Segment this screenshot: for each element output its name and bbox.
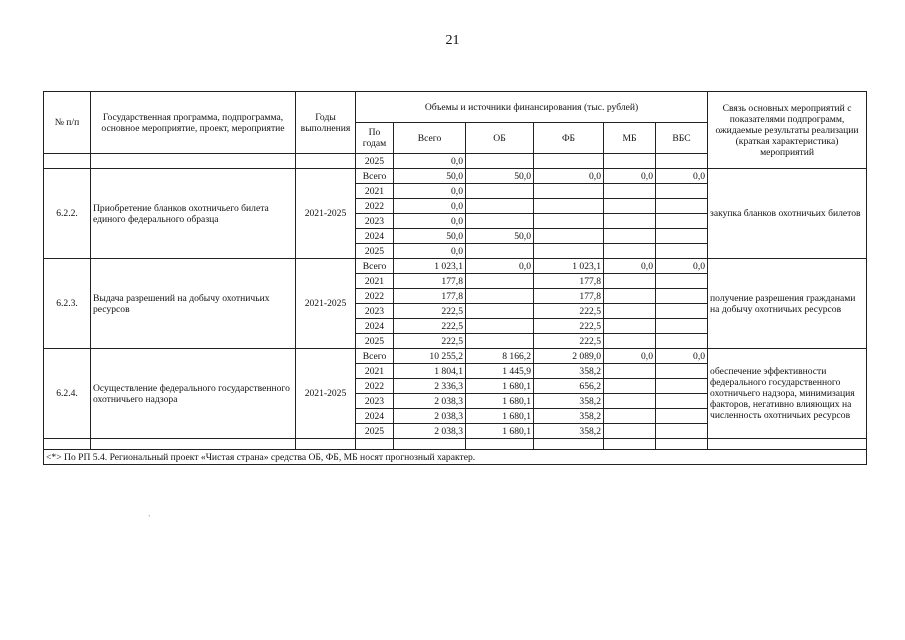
ob-cell bbox=[466, 214, 534, 229]
header-vbs: ВБС bbox=[656, 123, 708, 154]
ob-cell: 0,0 bbox=[466, 259, 534, 274]
fb-cell: 177,8 bbox=[534, 289, 604, 304]
empty-cell bbox=[44, 439, 91, 450]
vbs-cell bbox=[656, 379, 708, 394]
vbs-cell bbox=[656, 424, 708, 439]
header-num: № п/п bbox=[44, 92, 91, 154]
total-cell: 0,0 bbox=[394, 214, 466, 229]
year-cell: 2023 bbox=[356, 394, 394, 409]
mb-cell bbox=[604, 334, 656, 349]
mb-cell bbox=[604, 274, 656, 289]
row-number: 6.2.2. bbox=[44, 169, 91, 259]
year-cell: 2023 bbox=[356, 214, 394, 229]
total-cell: 2 038,3 bbox=[394, 424, 466, 439]
header-row bbox=[44, 92, 867, 123]
total-cell: 50,0 bbox=[394, 169, 466, 184]
year-cell: Всего bbox=[356, 259, 394, 274]
total-cell: 0,0 bbox=[394, 154, 466, 169]
financing-table bbox=[43, 91, 867, 465]
fb-cell bbox=[534, 199, 604, 214]
ob-cell: 1 680,1 bbox=[466, 424, 534, 439]
result-cell: закупка бланков охотничьих билетов bbox=[708, 169, 867, 259]
fb-cell: 222,5 bbox=[534, 304, 604, 319]
vbs-cell bbox=[656, 244, 708, 259]
ob-cell bbox=[466, 274, 534, 289]
vbs-cell bbox=[656, 334, 708, 349]
year-cell: Всего bbox=[356, 169, 394, 184]
total-cell: 50,0 bbox=[394, 229, 466, 244]
ob-cell bbox=[466, 304, 534, 319]
measure-name: Выдача разрешений на добычу охотничьих ресурсов bbox=[91, 259, 296, 349]
year-cell: 2025 bbox=[356, 244, 394, 259]
ob-cell bbox=[466, 184, 534, 199]
empty-cell bbox=[394, 439, 466, 450]
year-cell: 2023 bbox=[356, 304, 394, 319]
year-cell: 2022 bbox=[356, 379, 394, 394]
fb-cell: 222,5 bbox=[534, 334, 604, 349]
vbs-cell bbox=[656, 274, 708, 289]
vbs-cell bbox=[656, 364, 708, 379]
period-cell: 2021-2025 bbox=[296, 169, 356, 259]
vbs-cell bbox=[656, 184, 708, 199]
header-program: Государственная программа, подпрограмма, основное мероприятие, проект, мероприятие bbox=[91, 92, 296, 154]
total-cell: 1 023,1 bbox=[394, 259, 466, 274]
mb-cell: 0,0 bbox=[604, 169, 656, 184]
header-link: Связь основных мероприятий с показателями подпрограмм, ожидаемые результаты реализации (краткая характеристика) мероприятий bbox=[708, 92, 867, 169]
ob-cell bbox=[466, 244, 534, 259]
total-cell: 222,5 bbox=[394, 334, 466, 349]
vbs-cell: 0,0 bbox=[656, 349, 708, 364]
ob-cell: 1 680,1 bbox=[466, 394, 534, 409]
header-by-year: По годам bbox=[356, 123, 394, 154]
ob-cell: 50,0 bbox=[466, 229, 534, 244]
vbs-cell: 0,0 bbox=[656, 259, 708, 274]
fb-cell: 0,0 bbox=[534, 169, 604, 184]
year-cell: 2024 bbox=[356, 319, 394, 334]
footnote-row bbox=[44, 450, 867, 465]
total-cell: 177,8 bbox=[394, 274, 466, 289]
vbs-cell bbox=[656, 289, 708, 304]
period-cell: 2021-2025 bbox=[296, 349, 356, 439]
row-number: 6.2.4. bbox=[44, 349, 91, 439]
ob-cell: 1 680,1 bbox=[466, 379, 534, 394]
fb-cell bbox=[534, 244, 604, 259]
mb-cell: 0,0 bbox=[604, 259, 656, 274]
vbs-cell: 0,0 bbox=[656, 169, 708, 184]
ob-cell: 1 680,1 bbox=[466, 409, 534, 424]
year-cell: 2024 bbox=[356, 229, 394, 244]
fb-cell: 2 089,0 bbox=[534, 349, 604, 364]
fb-cell: 358,2 bbox=[534, 364, 604, 379]
year-cell: 2021 bbox=[356, 184, 394, 199]
measure-name: Осуществление федерального государственного охотничьего надзора bbox=[91, 349, 296, 439]
mb-cell bbox=[604, 184, 656, 199]
stray-mark: ` bbox=[148, 514, 151, 523]
result-cell: получение разрешения гражданами на добычу охотничьих ресурсов bbox=[708, 259, 867, 349]
year-cell: Всего bbox=[356, 349, 394, 364]
total-cell: 10 255,2 bbox=[394, 349, 466, 364]
total-cell: 0,0 bbox=[394, 199, 466, 214]
year-cell: 2022 bbox=[356, 289, 394, 304]
empty-cell bbox=[656, 439, 708, 450]
table-body bbox=[44, 92, 867, 465]
table-row bbox=[44, 169, 867, 184]
empty-cell bbox=[466, 439, 534, 450]
table-row bbox=[44, 259, 867, 274]
mb-cell bbox=[604, 304, 656, 319]
ob-cell bbox=[466, 289, 534, 304]
mb-cell: 0,0 bbox=[604, 349, 656, 364]
mb-cell bbox=[604, 289, 656, 304]
total-cell: 177,8 bbox=[394, 289, 466, 304]
mb-cell bbox=[604, 424, 656, 439]
year-cell: 2025 bbox=[356, 334, 394, 349]
empty-cell bbox=[296, 439, 356, 450]
fb-cell bbox=[534, 214, 604, 229]
fb-cell: 358,2 bbox=[534, 394, 604, 409]
year-cell: 2025 bbox=[356, 424, 394, 439]
footnote: <*> По РП 5.4. Региональный проект «Чистая страна» средства ОБ, ФБ, МБ носят прогнозный характер. bbox=[44, 450, 867, 465]
ob-cell bbox=[466, 199, 534, 214]
empty-cell bbox=[356, 439, 394, 450]
mb-cell bbox=[604, 214, 656, 229]
row-number: 6.2.3. bbox=[44, 259, 91, 349]
mb-cell bbox=[604, 394, 656, 409]
header-ob: ОБ bbox=[466, 123, 534, 154]
empty-cell bbox=[534, 439, 604, 450]
total-cell: 0,0 bbox=[394, 244, 466, 259]
empty-row bbox=[44, 439, 867, 450]
year-cell: 2021 bbox=[356, 274, 394, 289]
total-cell: 2 038,3 bbox=[394, 409, 466, 424]
total-cell: 1 804,1 bbox=[394, 364, 466, 379]
fb-cell: 222,5 bbox=[534, 319, 604, 334]
fb-cell: 177,8 bbox=[534, 274, 604, 289]
table-row bbox=[44, 349, 867, 364]
fb-cell bbox=[534, 184, 604, 199]
mb-cell bbox=[604, 409, 656, 424]
period-cell: 2021-2025 bbox=[296, 259, 356, 349]
header-mb: МБ bbox=[604, 123, 656, 154]
vbs-cell bbox=[656, 304, 708, 319]
mb-cell bbox=[604, 199, 656, 214]
ob-cell bbox=[466, 319, 534, 334]
vbs-cell bbox=[656, 319, 708, 334]
header-fb: ФБ bbox=[534, 123, 604, 154]
total-cell: 222,5 bbox=[394, 319, 466, 334]
mb-cell bbox=[604, 229, 656, 244]
result-cell: обеспечение эффективности федерального государственного охотничьего надзора, минимизация факторов, негативно влияющих на численность охотничьих ресурсов bbox=[708, 349, 867, 439]
fb-cell: 656,2 bbox=[534, 379, 604, 394]
year-cell: 2022 bbox=[356, 199, 394, 214]
vbs-cell bbox=[656, 214, 708, 229]
year-cell: 2025 bbox=[356, 154, 394, 169]
ob-cell bbox=[466, 334, 534, 349]
empty-cell bbox=[91, 439, 296, 450]
fb-cell: 1 023,1 bbox=[534, 259, 604, 274]
vbs-cell bbox=[656, 199, 708, 214]
mb-cell bbox=[604, 319, 656, 334]
vbs-cell bbox=[656, 394, 708, 409]
mb-cell bbox=[604, 364, 656, 379]
header-volumes: Объемы и источники финансирования (тыс. рублей) bbox=[356, 92, 708, 123]
header-years: Годы выполнения bbox=[296, 92, 356, 154]
empty-cell bbox=[708, 439, 867, 450]
fb-cell: 358,2 bbox=[534, 424, 604, 439]
empty-cell bbox=[604, 439, 656, 450]
mb-cell bbox=[604, 244, 656, 259]
measure-name: Приобретение бланков охотничьего билета единого федерального образца bbox=[91, 169, 296, 259]
ob-cell: 50,0 bbox=[466, 169, 534, 184]
fb-cell: 358,2 bbox=[534, 409, 604, 424]
total-cell: 2 336,3 bbox=[394, 379, 466, 394]
ob-cell: 8 166,2 bbox=[466, 349, 534, 364]
vbs-cell bbox=[656, 409, 708, 424]
total-cell: 0,0 bbox=[394, 184, 466, 199]
vbs-cell bbox=[656, 229, 708, 244]
header-total: Всего bbox=[394, 123, 466, 154]
total-cell: 2 038,3 bbox=[394, 394, 466, 409]
ob-cell: 1 445,9 bbox=[466, 364, 534, 379]
fb-cell bbox=[534, 229, 604, 244]
total-cell: 222,5 bbox=[394, 304, 466, 319]
mb-cell bbox=[604, 379, 656, 394]
year-cell: 2021 bbox=[356, 364, 394, 379]
page-number: 21 bbox=[445, 33, 460, 48]
year-cell: 2024 bbox=[356, 409, 394, 424]
